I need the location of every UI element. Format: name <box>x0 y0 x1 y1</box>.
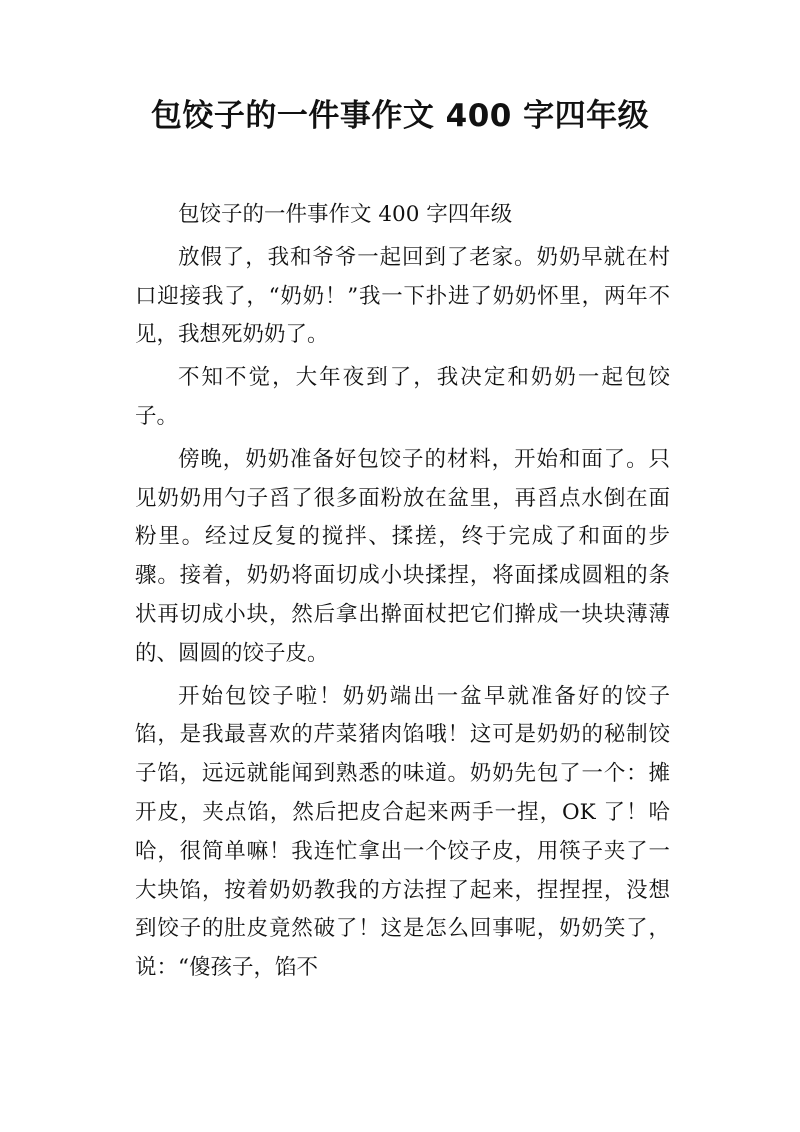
paragraph-1: 放假了，我和爷爷一起回到了老家。奶奶早就在村口迎接我了，“奶奶！”我一下扑进了奶奶怀里，两年不见，我想死奶奶了。 <box>135 244 670 348</box>
document-title: 包饺子的一件事作文 400 字四年级 <box>150 98 650 134</box>
paragraph-subtitle: 包饺子的一件事作文 400 字四年级 <box>178 202 513 227</box>
paragraph-2: 不知不觉，大年夜到了，我决定和奶奶一起包饺子。 <box>135 365 670 429</box>
paragraph-3: 傍晚，奶奶准备好包饺子的材料，开始和面了。只见奶奶用勺子舀了很多面粉放在盆里，再舀点水倒在面粉里。经过反复的搅拌、揉搓，终于完成了和面的步骤。接着，奶奶将面切成小块揉捏，将面揉成圆粗的条状再切成小块，然后拿出擀面杖把它们擀成一块块薄薄的、圆圆的饺子皮。 <box>135 446 670 666</box>
document-body <box>135 196 670 992</box>
paragraph-4: 开始包饺子啦！奶奶端出一盆早就准备好的饺子馅，是我最喜欢的芹菜猪肉馅哦！这可是奶奶的秘制饺子馅，远远就能闻到熟悉的味道。奶奶先包了一个：摊开皮，夹点馅，然后把皮合起来两手一捏，OK 了！哈哈，很简单嘛！我连忙拿出一个饺子皮，用筷子夹了一大块馅，按着奶奶教我的方法捏了起来，捏捏捏，没想到饺子的肚皮竟然破了！这是怎么回事呢，奶奶笑了，说：“傻孩子，馅不 <box>135 683 670 981</box>
